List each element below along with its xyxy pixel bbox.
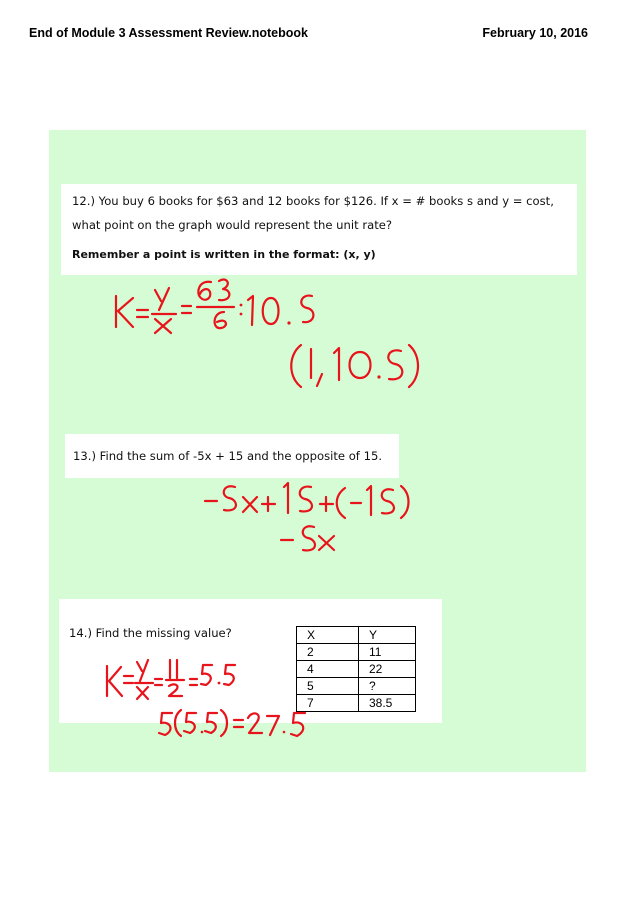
- table-cell-y: 38.5: [359, 695, 416, 712]
- handwritten-sum-answer: [281, 526, 334, 550]
- question-13-text: 13.) Find the sum of -5x + 15 and the opposite of 15.: [73, 449, 383, 463]
- handwritten-unit-rate-work: [116, 280, 313, 333]
- table-cell-x: 4: [297, 661, 359, 678]
- table-cell-x: 7: [297, 695, 359, 712]
- handwritten-point-answer: [291, 345, 418, 387]
- question-12-format-hint: Remember a point is written in the format: (x, y): [72, 248, 376, 261]
- table-header-x: X: [297, 627, 359, 644]
- notebook-title: End of Module 3 Assessment Review.notebook: [29, 26, 308, 40]
- notebook-slide: [49, 130, 586, 772]
- question-14-text: 14.) Find the missing value?: [69, 626, 232, 640]
- handwritten-sum-work: [205, 483, 409, 518]
- table-cell-y: ?: [359, 678, 416, 695]
- handwritten-missing-value-work: [107, 660, 235, 699]
- table-cell-y: 11: [359, 644, 416, 661]
- table-cell-x: 2: [297, 644, 359, 661]
- table-cell-y: 22: [359, 661, 416, 678]
- handwritten-missing-value-answer: [159, 710, 305, 736]
- question-12-line-2: what point on the graph would represent the unit rate?: [72, 218, 393, 232]
- table-header-y: Y: [359, 627, 416, 644]
- question-12-line-1: 12.) You buy 6 books for $63 and 12 books for $126. If x = # books s and y = cost,: [72, 194, 554, 208]
- page-date: February 10, 2016: [482, 26, 588, 40]
- handwritten-work: [49, 130, 586, 772]
- table-cell-x: 5: [297, 678, 359, 695]
